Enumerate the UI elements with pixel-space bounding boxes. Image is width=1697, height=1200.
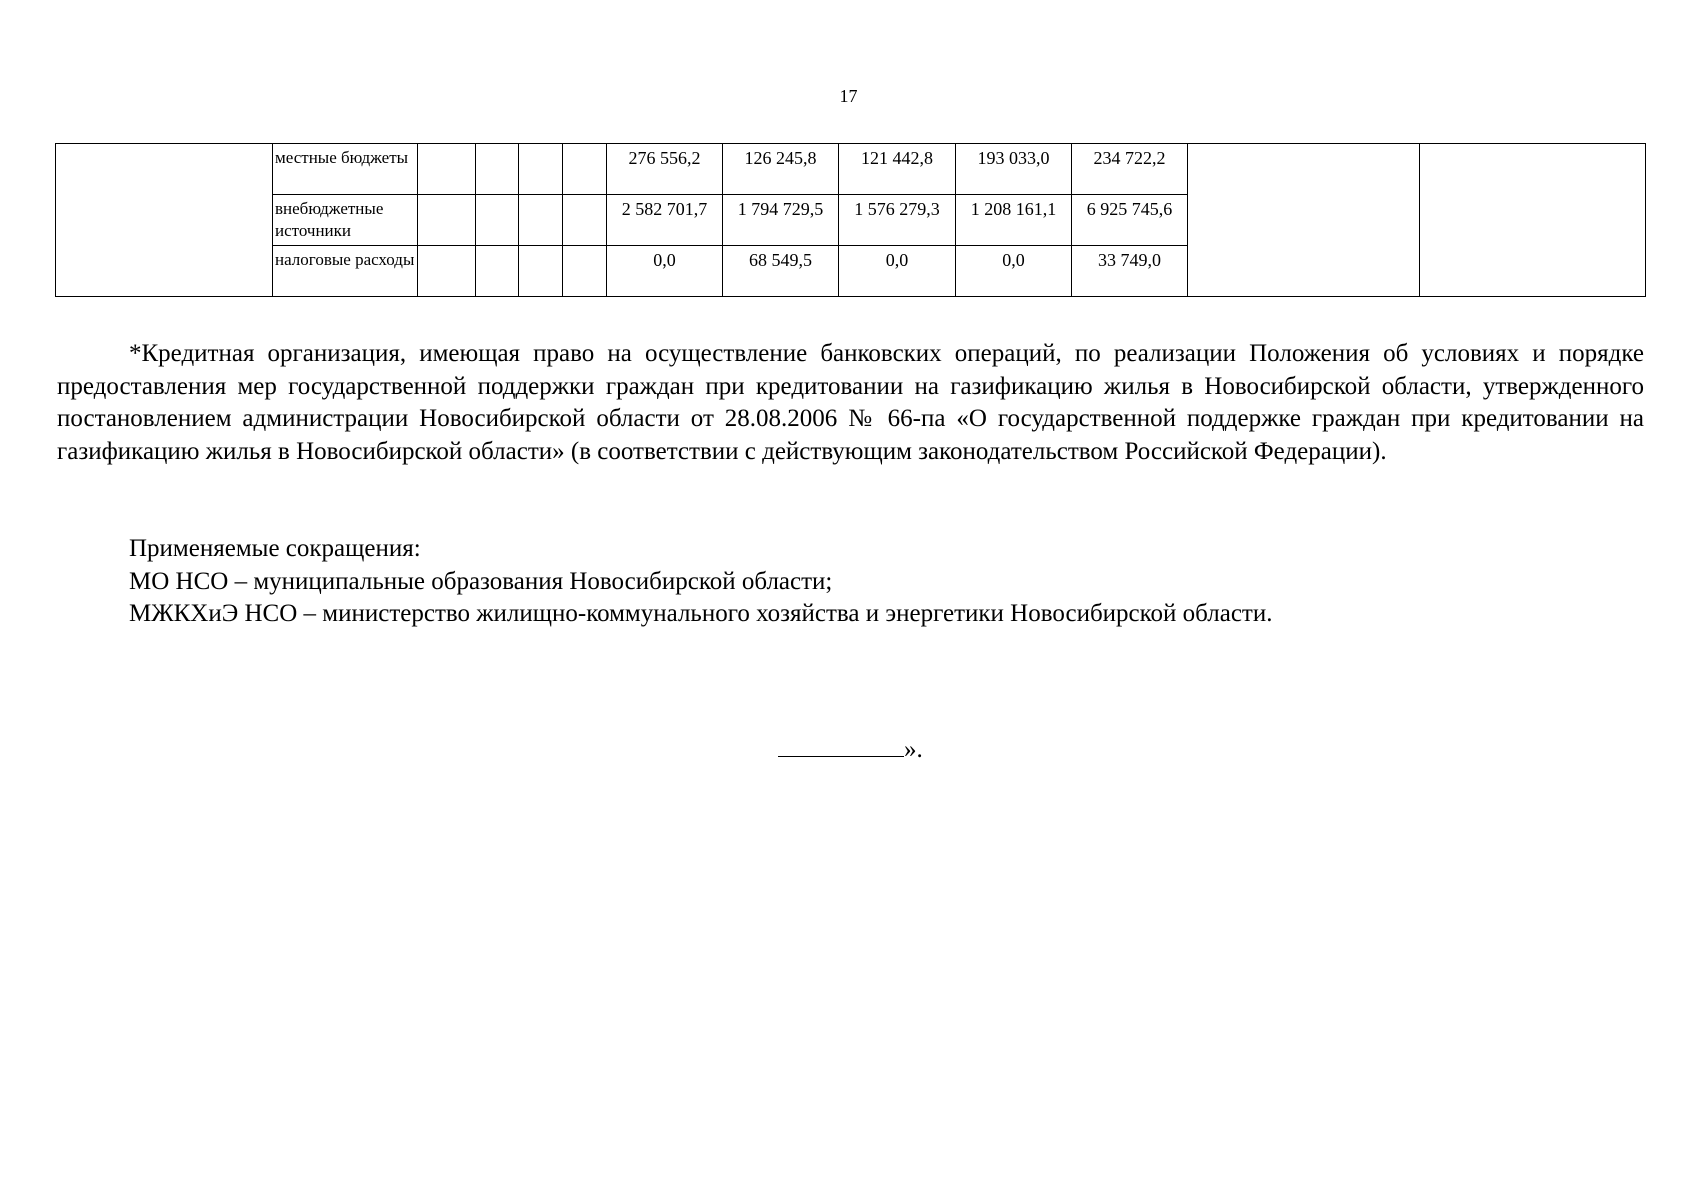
value-cell: 121 442,8 [839,144,956,195]
value-cell: 1 576 279,3 [839,195,956,246]
value-cell: 68 549,5 [723,246,839,297]
value-cell: 33 749,0 [1072,246,1188,297]
value-cell: 0,0 [956,246,1072,297]
value-cell: 0,0 [839,246,956,297]
page-number: 17 [839,86,858,106]
value-cell: 2 582 701,7 [607,195,723,246]
funding-table [55,143,1646,297]
value-cell: 1 208 161,1 [956,195,1072,246]
abbreviations-block [129,533,1629,631]
row-label: налоговые расходы [273,246,418,297]
value-cell: 126 245,8 [723,144,839,195]
merged-empty-cell [1420,144,1646,297]
credit-organization-footnote: *Кредитная организация, имеющая право на осуществление банковских операций, по реализации Положения об условиях и порядке предоставления мер государственной поддержки граждан при кредитовании на газификацию жилья в Новосибирской области, утвержденного постановлением администрации Новосибирской области от 28.08.2006 № 66-па «О государственной поддержке граждан при кредитовании на газификацию жилья в Новосибирской области» (в соответствии с действующим законодательством Российской Федерации). [57,340,1644,465]
signature-line [778,732,904,757]
value-cell: 193 033,0 [956,144,1072,195]
row-label: местные бюджеты [273,144,418,195]
closing-mark [778,732,923,766]
value-cell: 6 925 745,6 [1072,195,1188,246]
abbreviation-item: МЖКХиЭ НСО – министерство жилищно-коммунального хозяйства и энергетики Новосибирской области. [129,600,1273,627]
value-cell: 234 722,2 [1072,144,1188,195]
abbreviation-item: МО НСО – муниципальные образования Новосибирской области; [129,567,833,595]
row-label: внебюджетные источники [273,195,418,246]
closing-quote: ». [904,736,923,763]
value-cell: 1 794 729,5 [723,195,839,246]
merged-empty-cell [56,144,273,297]
merged-empty-cell [1188,144,1420,297]
value-cell: 276 556,2 [607,144,723,195]
table-row [56,144,1646,195]
abbreviations-heading: Применяемые сокращения: [129,535,421,562]
value-cell: 0,0 [607,246,723,297]
